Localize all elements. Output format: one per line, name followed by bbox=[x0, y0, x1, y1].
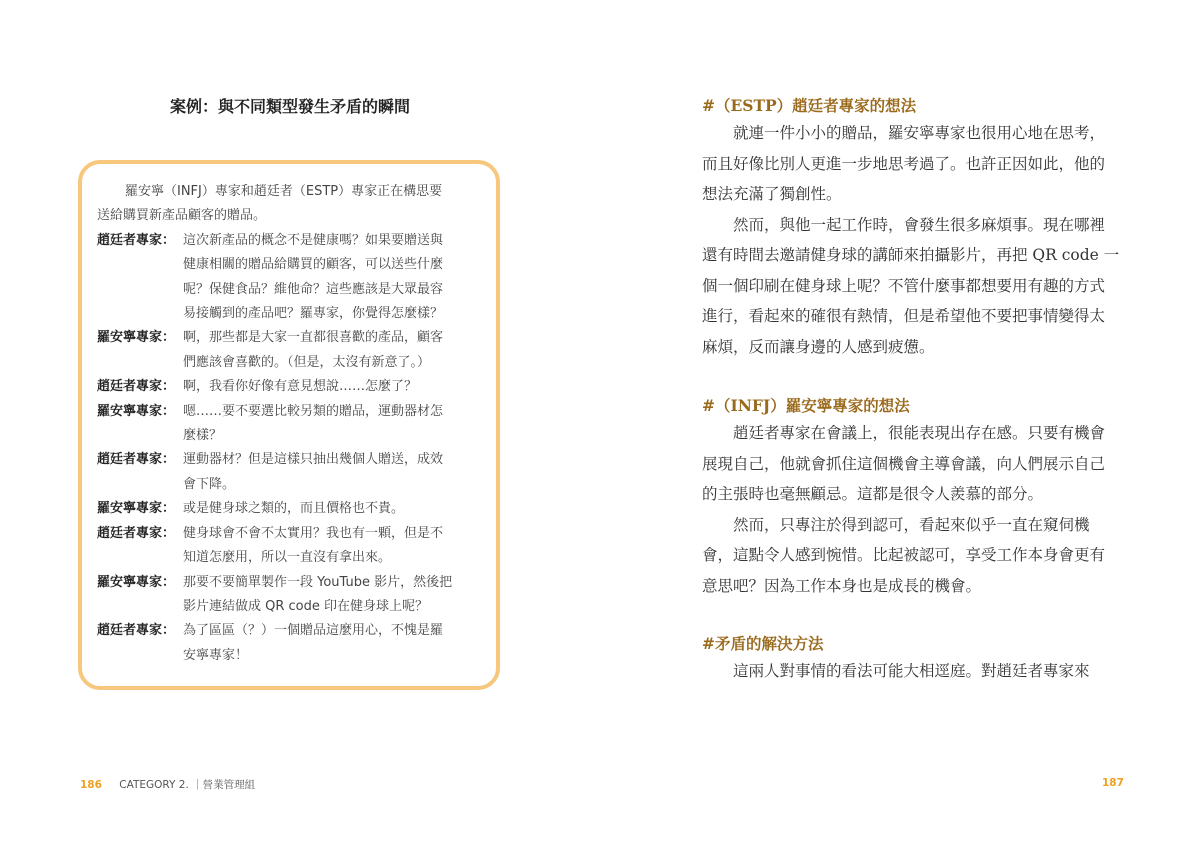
text-line: 麻煩，反而讓身邊的人感到疲憊。 bbox=[702, 337, 935, 356]
text-line: 展現自己，他就會抓住這個機會主導會議，向人們展示自己 bbox=[702, 454, 1106, 473]
text-line: 趙廷者專家在會議上，很能表現出存在感。只要有機會 bbox=[733, 424, 1106, 442]
dialogue-turn bbox=[97, 326, 492, 375]
text-line: 啊，那些都是大家一直都很喜歡的產品，顧客 bbox=[183, 330, 444, 346]
text-line: 個一個印刷在健身球上呢？不管什麼事都想要用有趣的方式 bbox=[702, 276, 1106, 295]
speech-text bbox=[183, 326, 443, 375]
paragraph bbox=[702, 510, 1105, 602]
paragraph bbox=[702, 210, 1119, 363]
text-line: 安寧專家！ bbox=[183, 647, 249, 663]
speech-text bbox=[183, 448, 443, 497]
dialogue-turn bbox=[97, 571, 492, 620]
text-line: 那要不要簡單製作一段 YouTube 影片，然後把 bbox=[183, 574, 453, 590]
left-footer bbox=[80, 777, 255, 792]
text-line: 嗯……要不要選比較另類的贈品，運動器材怎 bbox=[183, 403, 444, 419]
dialogue-turn bbox=[97, 400, 492, 449]
text-line: 會，這點令人感到惋惜。比起被認可，享受工作本身會更有 bbox=[702, 546, 1106, 564]
text-line: 送給購買新產品顧客的贈品。 bbox=[97, 208, 267, 224]
text-line: 意思吧？因為工作本身也是成長的機會。 bbox=[702, 576, 982, 595]
text-line: 會下降。 bbox=[183, 476, 236, 492]
text-line: 羅安寧（INFJ）專家和趙廷者（ESTP）專家正在構思要 bbox=[125, 184, 443, 199]
text-line: 就連一件小小的贈品，羅安寧專家也很用心地在思考， bbox=[733, 124, 1106, 142]
text-line: 們應該會喜歡的。（但是，太沒有新意了。） bbox=[183, 354, 431, 370]
speaker-label: 羅安寧專家： bbox=[97, 330, 176, 346]
speech-text bbox=[183, 400, 443, 449]
speaker-label: 羅安寧專家： bbox=[97, 403, 176, 419]
section-heading: #矛盾的解決方法 bbox=[702, 634, 824, 653]
dialogue-turn bbox=[97, 375, 492, 399]
text-line: 這兩人對事情的看法可能大相逕庭。對趙廷者專家來 bbox=[733, 662, 1090, 680]
speech-text bbox=[183, 619, 443, 668]
speaker-label: 趙廷者專家： bbox=[97, 379, 176, 395]
speech-text bbox=[183, 522, 443, 571]
text-line: 運動器材？但是這樣只抽出幾個人贈送，成效 bbox=[183, 452, 444, 468]
section-heading: #（ESTP）趙廷者專家的想法 bbox=[702, 96, 917, 115]
text-line: 健康相關的贈品給購買的顧客，可以送些什麼 bbox=[183, 257, 444, 273]
page-title: 案例：與不同類型發生矛盾的瞬間 bbox=[169, 97, 410, 116]
speaker-label: 羅安寧專家： bbox=[97, 501, 176, 517]
text-line: 易接觸到的產品吧？羅專家，你覺得怎麼樣？ bbox=[183, 306, 444, 322]
text-line: 想法充滿了獨創性。 bbox=[702, 185, 842, 203]
page-number: 187 bbox=[1102, 777, 1124, 789]
dialogue-turn bbox=[97, 229, 492, 327]
speaker-label: 趙廷者專家： bbox=[97, 525, 176, 541]
right-footer bbox=[1102, 777, 1124, 789]
text-line: 呢？保健食品？維他命？這些應該是大眾最容 bbox=[183, 281, 444, 297]
dialogue-turn bbox=[97, 619, 492, 668]
dialogue-turn bbox=[97, 448, 492, 497]
page-number: 186 bbox=[80, 779, 102, 791]
text-line: 影片連結做成 QR code 印在健身球上呢？ bbox=[183, 598, 429, 614]
speaker-label: 趙廷者專家： bbox=[97, 452, 176, 468]
text-line: 健身球會不會不太實用？我也有一顆，但是不 bbox=[183, 525, 444, 541]
speech-text bbox=[183, 229, 443, 327]
paragraph bbox=[702, 418, 1105, 510]
speech-text bbox=[183, 571, 452, 620]
category-label: CATEGORY 2. ｜營業管理組 bbox=[119, 779, 256, 791]
text-line: 而且好像比別人更進一步地思考過了。也許正因如此，他的 bbox=[702, 154, 1106, 173]
text-line: 或是健身球之類的，而且價格也不貴。 bbox=[183, 501, 405, 517]
speaker-label: 趙廷者專家： bbox=[97, 623, 176, 639]
dialogue-turn bbox=[97, 497, 492, 521]
intro-paragraph bbox=[97, 180, 492, 229]
text-line: 然而，與他一起工作時，會發生很多麻煩事。現在哪裡 bbox=[733, 215, 1106, 234]
speaker-label: 趙廷者專家： bbox=[97, 232, 176, 248]
speech-text bbox=[183, 375, 417, 399]
dialogue bbox=[97, 180, 492, 668]
text-line: 還有時間去邀請健身球的講師來拍攝影片，再把 QR code 一 bbox=[702, 246, 1120, 264]
paragraph bbox=[702, 118, 1105, 210]
section-heading: #（INFJ）羅安寧專家的想法 bbox=[702, 396, 910, 415]
text-line: 的主張時也毫無顧忌。這都是很令人羨慕的部分。 bbox=[702, 485, 1044, 503]
text-line: 麼樣？ bbox=[183, 428, 223, 444]
text-line: 為了區區（？）一個贈品這麼用心，不愧是羅 bbox=[183, 623, 444, 639]
speaker-label: 羅安寧專家： bbox=[97, 574, 176, 590]
text-line: 然而，只專注於得到認可，看起來似乎一直在窺伺機 bbox=[733, 515, 1090, 534]
text-line: 知道怎麼用，所以一直沒有拿出來。 bbox=[183, 550, 392, 566]
text-line: 啊，我看你好像有意見想說……怎麼了？ bbox=[183, 379, 418, 395]
text-line: 進行，看起來的確很有熱情，但是希望他不要把事情變得太 bbox=[702, 307, 1106, 325]
dialogue-turn bbox=[97, 522, 492, 571]
paragraph bbox=[702, 656, 1090, 687]
speech-text bbox=[183, 497, 404, 521]
text-line: 這次新產品的概念不是健康嗎？如果要贈送與 bbox=[183, 232, 444, 248]
